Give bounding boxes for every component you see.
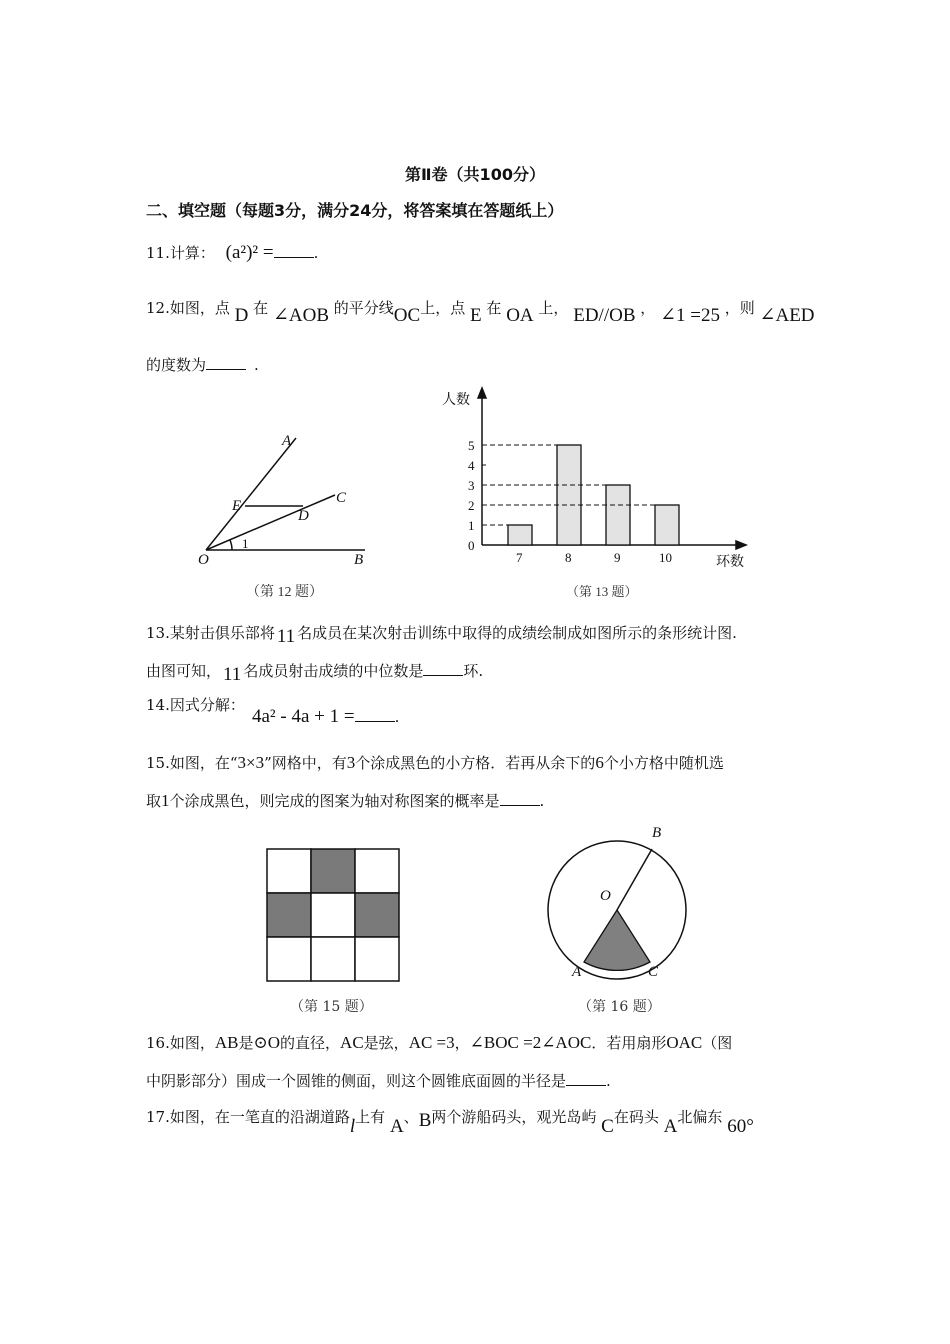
q11-expr: (a²)² =	[225, 242, 274, 263]
angle-1-value: ∠1 =25	[660, 305, 720, 326]
question-17-line1	[146, 1106, 754, 1137]
question-14	[146, 694, 245, 715]
angle-60: 60°	[727, 1116, 754, 1137]
chord-ab: AB	[214, 1033, 239, 1052]
figure-15	[264, 846, 404, 1018]
q16-text: ，	[454, 1034, 470, 1052]
angle-1-arc	[230, 540, 232, 550]
question-15-line1	[146, 752, 724, 773]
point-d: D	[234, 305, 249, 326]
q16-text: 的直径，	[280, 1034, 341, 1052]
q11-prefix: 11.计算：	[146, 244, 215, 262]
q12-text: 上，	[538, 299, 569, 317]
q13-text: 环.	[463, 662, 484, 680]
grid-cell-empty	[311, 893, 355, 937]
q13-number: 11	[276, 626, 296, 647]
q16-text: 是	[238, 1034, 254, 1052]
y-tick-label: 5	[468, 438, 475, 453]
q14-prefix: 14.因式分解：	[146, 696, 245, 714]
label-b: B	[652, 825, 662, 841]
grid-cell-empty	[267, 937, 311, 981]
chord-ac: AC	[340, 1033, 364, 1052]
angle-aed: ∠AED	[759, 305, 815, 326]
label-a: A	[282, 433, 292, 449]
label-angle-1: 1	[242, 536, 249, 551]
x-tick-label: 7	[516, 550, 523, 565]
grid-cell-empty	[311, 937, 355, 981]
ac-value: AC =3	[408, 1033, 455, 1052]
question-15-line2	[146, 790, 544, 811]
x-tick-label: 8	[565, 550, 572, 565]
q13-text: 名成员在某次射击训练中取得的成绩绘制成如图所示的条形统计图.	[297, 624, 737, 642]
q15-text: 取	[146, 792, 162, 810]
figure-16	[540, 820, 700, 1020]
q16-text: 是弦，	[363, 1034, 409, 1052]
circle-o-symbol: ⊙O	[253, 1033, 281, 1052]
answer-blank	[423, 675, 463, 676]
q12-text: 的度数为	[146, 356, 207, 374]
q15-text: 15.如图，在“	[146, 754, 238, 772]
caption-16: （第 16 题）	[578, 999, 661, 1015]
grid-cell-filled	[355, 893, 399, 937]
q13-text: 名成员射击成绩的中位数是	[243, 662, 424, 680]
q16-text: 16.如图，	[146, 1034, 215, 1052]
grid-cell-filled	[311, 849, 355, 893]
ray-oa	[206, 438, 296, 550]
q16-text: 中阴影部分）围成一个圆锥的侧面，则这个圆锥底面圆的半径是	[146, 1072, 567, 1090]
bar	[557, 445, 581, 545]
q15-text: 个小方格中随机选	[603, 754, 724, 772]
q17-text: 、	[403, 1108, 419, 1126]
answer-blank	[500, 805, 540, 806]
grid-cell-empty	[355, 849, 399, 893]
caption-12: （第 12 题）	[246, 585, 323, 600]
angle-relation: ∠BOC =2∠AOC	[469, 1033, 592, 1052]
label-d: D	[298, 508, 309, 524]
x-axis-label: 环数	[716, 555, 744, 570]
answer-blank	[274, 257, 314, 258]
point-c: C	[601, 1116, 614, 1137]
sector-oac-name: OAC	[666, 1033, 703, 1052]
label-c: C	[648, 964, 659, 980]
q16-text: .	[606, 1072, 611, 1090]
line-oa: OA	[506, 305, 534, 326]
q13-number: 11	[223, 664, 242, 685]
grid-cell-empty	[267, 849, 311, 893]
q15-number: 6	[595, 753, 604, 772]
question-13-line1	[146, 622, 737, 647]
label-c: C	[336, 490, 347, 506]
part-title: 二、填空题（每题3分，满分24分，将答案填在答题纸上）	[146, 201, 564, 220]
figure-13-chart	[430, 384, 760, 608]
q12-text: 在	[486, 299, 502, 317]
label-b: B	[354, 552, 364, 568]
q17-text: 17.如图，在一笔直的沿湖道路	[146, 1108, 350, 1126]
q14-suffix: .	[394, 708, 400, 726]
label-o: O	[198, 552, 209, 568]
y-axis-label: 人数	[442, 393, 470, 408]
q12-text: 12.如图，点	[146, 299, 230, 317]
figure-12	[190, 428, 380, 608]
grid-size: 3×3	[237, 753, 265, 772]
grid-cell-empty	[355, 937, 399, 981]
x-axis-arrow	[736, 541, 746, 549]
q12-suffix: .	[254, 356, 259, 374]
q16-text: ．若用扇形	[591, 1034, 667, 1052]
question-11	[146, 242, 318, 264]
q15-text: ”网格中，有	[264, 754, 347, 772]
q11-suffix: .	[313, 244, 319, 262]
angle-aob: ∠AOB	[272, 305, 329, 326]
answer-blank	[355, 721, 395, 722]
y-tick-label: 0	[468, 538, 475, 553]
y-axis-arrow	[478, 388, 486, 398]
q17-text: 北偏东	[677, 1108, 723, 1126]
answer-blank	[206, 369, 246, 370]
q13-text: 13.某射击俱乐部将	[146, 624, 275, 642]
x-tick-label: 9	[614, 550, 621, 565]
answer-blank	[566, 1085, 606, 1086]
point-b: B	[418, 1110, 432, 1131]
q15-text: .	[539, 792, 545, 810]
q12-text: 的平分线	[333, 299, 394, 317]
sector-oac	[584, 910, 650, 970]
question-12-line2	[146, 354, 259, 375]
point-a: A	[389, 1116, 404, 1137]
bar	[655, 505, 679, 545]
question-12-line1	[146, 296, 815, 326]
question-16-line2	[146, 1070, 611, 1091]
road-l: l	[349, 1116, 356, 1137]
q15-number: 1	[161, 791, 170, 810]
bar	[606, 485, 630, 545]
q17-text: 在码头	[613, 1108, 659, 1126]
question-14-expr	[252, 706, 399, 728]
q12-text: ，	[640, 299, 656, 317]
q13-text: 由图可知，	[146, 662, 222, 680]
caption-13: （第 13 题）	[566, 584, 638, 599]
question-16-line1	[146, 1032, 732, 1053]
y-tick-label: 4	[468, 458, 475, 473]
q17-text: 上有	[355, 1108, 386, 1126]
question-13-line2	[146, 660, 484, 685]
radius-ob	[617, 849, 652, 910]
q17-text: 两个游船码头，观光岛屿	[431, 1108, 597, 1126]
q15-text: 个涂成黑色，则完成的图案为轴对称图案的概率是	[169, 792, 500, 810]
line-oc: OC	[393, 305, 421, 326]
q12-text: ，则	[724, 299, 755, 317]
label-a: A	[572, 964, 582, 980]
q16-text: （图	[702, 1034, 733, 1052]
y-tick-label: 3	[468, 478, 475, 493]
ray-oc	[206, 495, 335, 550]
bar	[508, 525, 532, 545]
point-e: E	[470, 305, 482, 326]
parallel-ed-ob: ED//OB	[573, 305, 636, 326]
y-tick-label: 2	[468, 498, 475, 513]
grid-cell-filled	[267, 893, 311, 937]
q14-expr: 4a² - 4a + 1 =	[252, 706, 355, 727]
caption-15: （第 15 题）	[290, 999, 373, 1015]
label-o: O	[600, 888, 611, 904]
q12-text: 上，点	[420, 299, 466, 317]
q15-text: 个涂成黑色的小方格．若再从余下的	[355, 754, 596, 772]
y-tick-label: 1	[468, 518, 475, 533]
section-title: 第Ⅱ卷（共100分）	[405, 165, 545, 184]
q15-number: 3	[346, 753, 356, 772]
x-tick-label: 10	[659, 550, 672, 565]
label-e: E	[232, 498, 242, 514]
q12-text: 在	[253, 299, 269, 317]
point-a: A	[663, 1116, 678, 1137]
